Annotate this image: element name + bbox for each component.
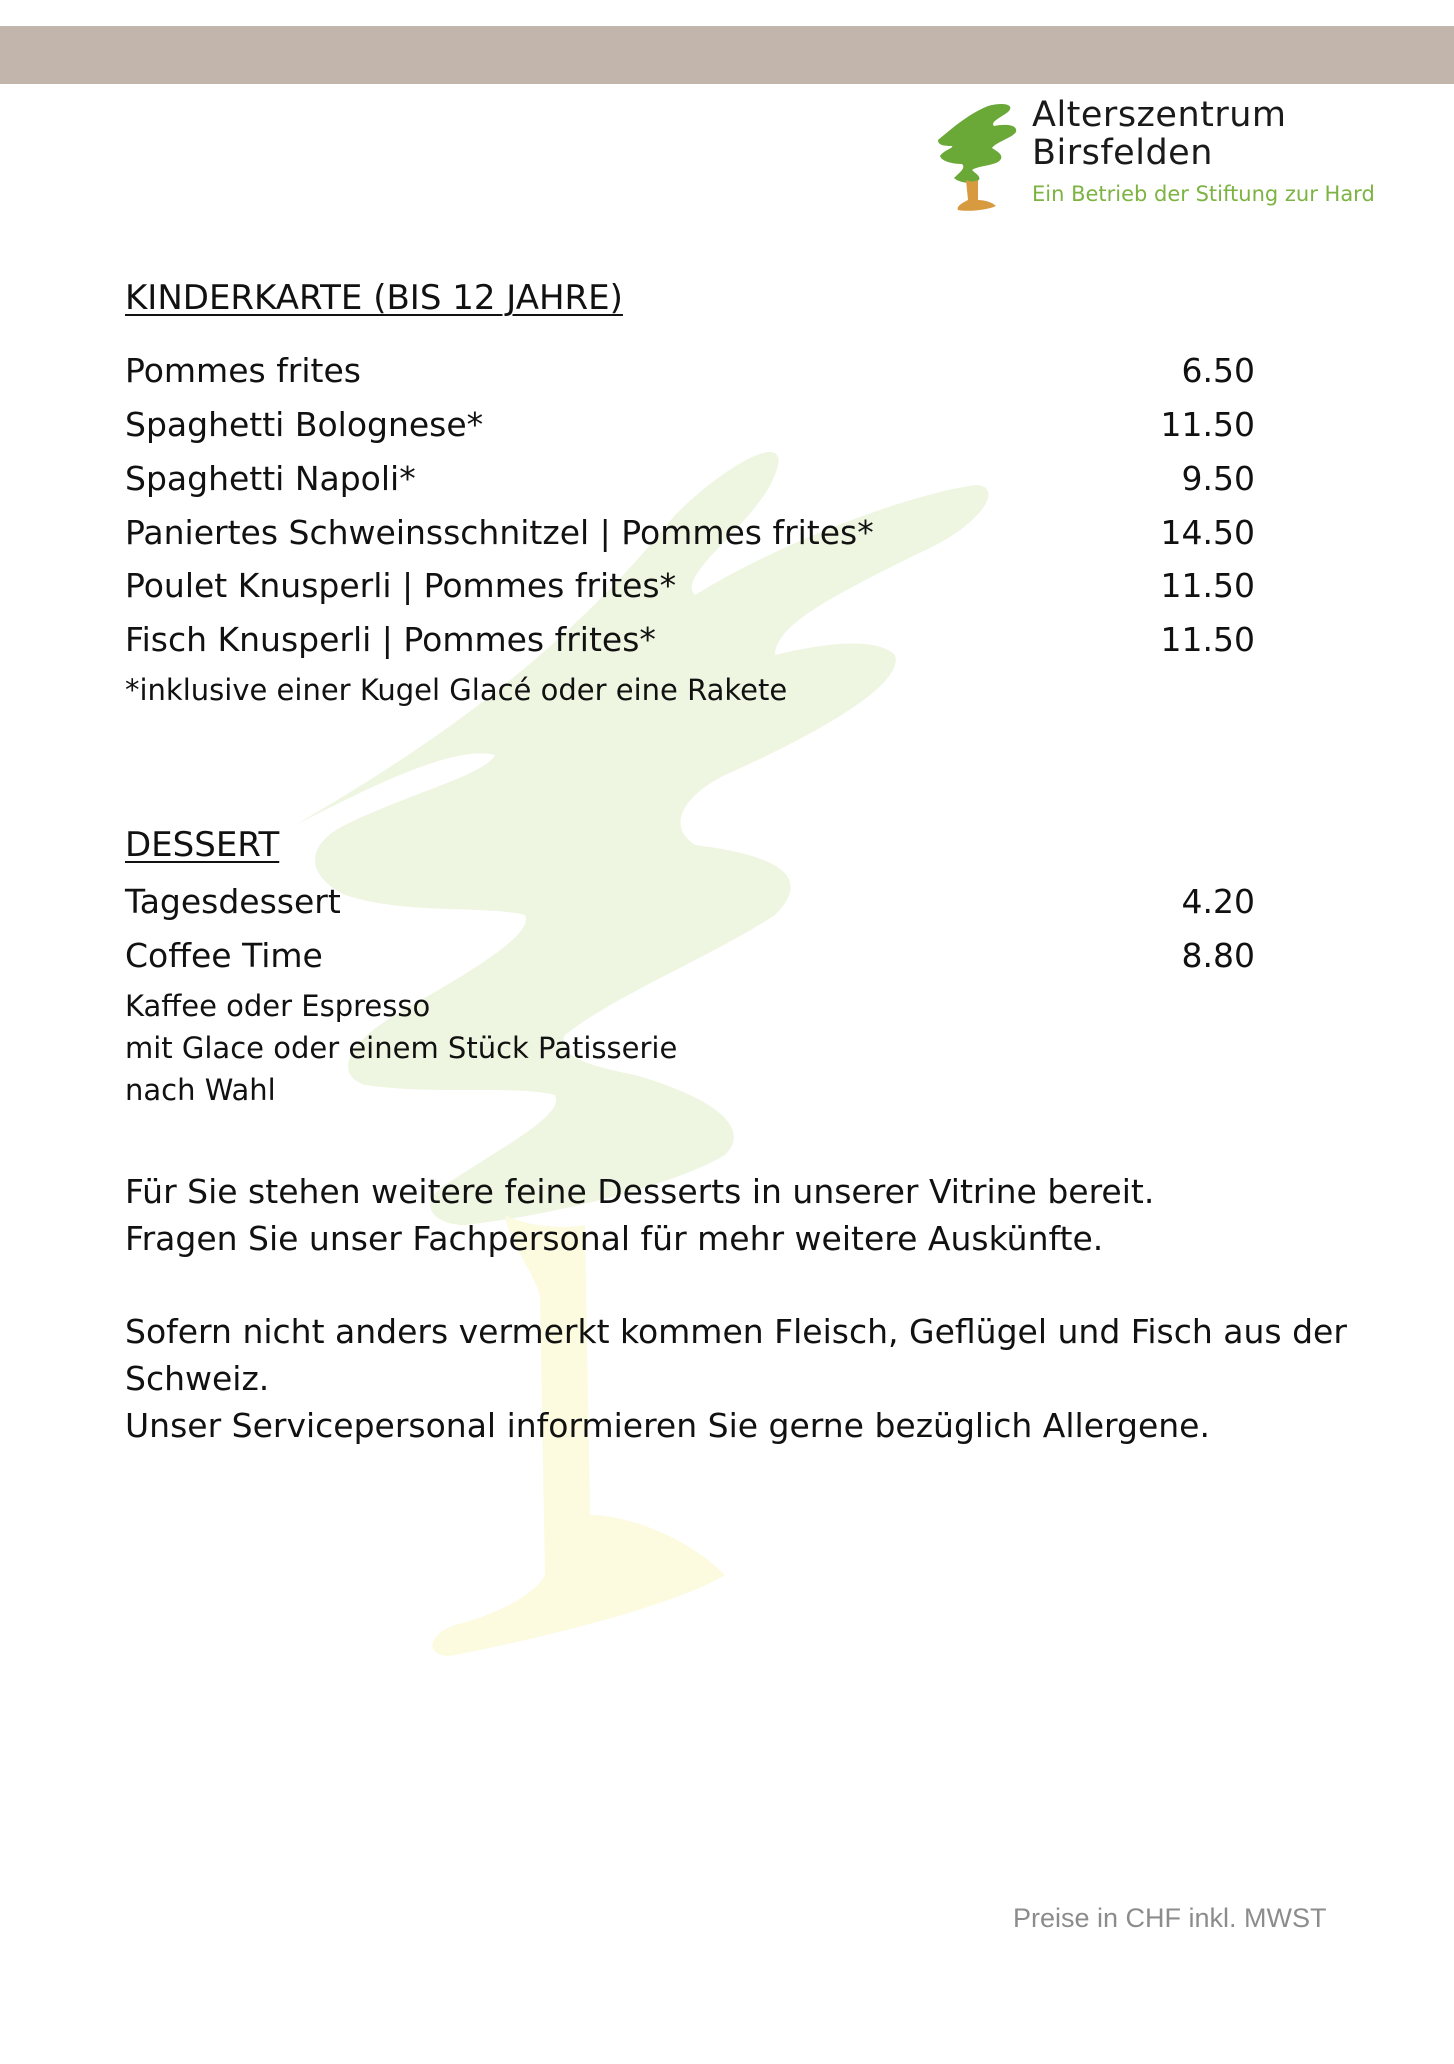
item-name: Paniertes Schweinsschnitzel | Pommes frites* — [125, 513, 874, 552]
info-line: Fragen Sie unser Fachpersonal für mehr weitere Auskünfte. — [125, 1219, 1104, 1258]
item-name: Poulet Knusperli | Pommes frites* — [125, 566, 677, 605]
item-price: 14.50 — [1160, 513, 1255, 552]
item-name: Tagesdessert — [125, 882, 341, 921]
item-price: 4.20 — [1181, 882, 1255, 921]
item-price: 11.50 — [1160, 566, 1255, 605]
info-paragraph-desserts — [125, 1168, 1154, 1262]
item-name: Pommes frites — [125, 351, 361, 390]
logo-name-line1: Alterszentrum — [1032, 95, 1287, 135]
menu-item — [125, 351, 1255, 395]
item-name: Spaghetti Napoli* — [125, 459, 416, 498]
info-line: Sofern nicht anders vermerkt kommen Fleisch, Geflügel und Fisch aus der — [125, 1312, 1347, 1351]
dessert-description-line: nach Wahl — [125, 1073, 276, 1107]
menu-item — [125, 936, 1255, 980]
logo-tagline: Ein Betrieb der Stiftung zur Hard — [1032, 182, 1375, 206]
dessert-description-line: mit Glace oder einem Stück Patisserie — [125, 1031, 678, 1065]
item-name: Coffee Time — [125, 936, 323, 975]
menu-item — [125, 405, 1255, 449]
item-price: 11.50 — [1160, 405, 1255, 444]
dessert-title: DESSERT — [125, 825, 280, 865]
menu-item — [125, 459, 1255, 503]
item-name: Spaghetti Bolognese* — [125, 405, 484, 444]
logo — [932, 96, 1402, 216]
item-price: 6.50 — [1181, 351, 1255, 390]
logo-name-line2: Birsfelden — [1032, 133, 1213, 173]
info-paragraph-origin — [125, 1308, 1347, 1449]
menu-item — [125, 620, 1255, 664]
item-price: 8.80 — [1181, 936, 1255, 975]
item-price: 11.50 — [1160, 620, 1255, 659]
menu-item — [125, 566, 1255, 610]
info-line: Schweiz. — [125, 1359, 270, 1398]
tree-logo-icon — [932, 100, 1024, 212]
dessert-description-line: Kaffee oder Espresso — [125, 989, 431, 1023]
info-line: Für Sie stehen weitere feine Desserts in unserer Vitrine bereit. — [125, 1172, 1155, 1211]
header-band — [0, 26, 1454, 84]
menu-item — [125, 513, 1255, 557]
info-line: Unser Servicepersonal informieren Sie gerne bezüglich Allergene. — [125, 1406, 1210, 1445]
menu-item — [125, 882, 1255, 926]
price-note: Preise in CHF inkl. MWST — [1013, 1903, 1327, 1933]
item-price: 9.50 — [1181, 459, 1255, 498]
logo-name — [1032, 96, 1287, 172]
kids-menu-footnote: *inklusive einer Kugel Glacé oder eine Rakete — [125, 673, 788, 707]
kids-menu-title: KINDERKARTE (BIS 12 JAHRE) — [125, 278, 623, 318]
item-name: Fisch Knusperli | Pommes frites* — [125, 620, 656, 659]
